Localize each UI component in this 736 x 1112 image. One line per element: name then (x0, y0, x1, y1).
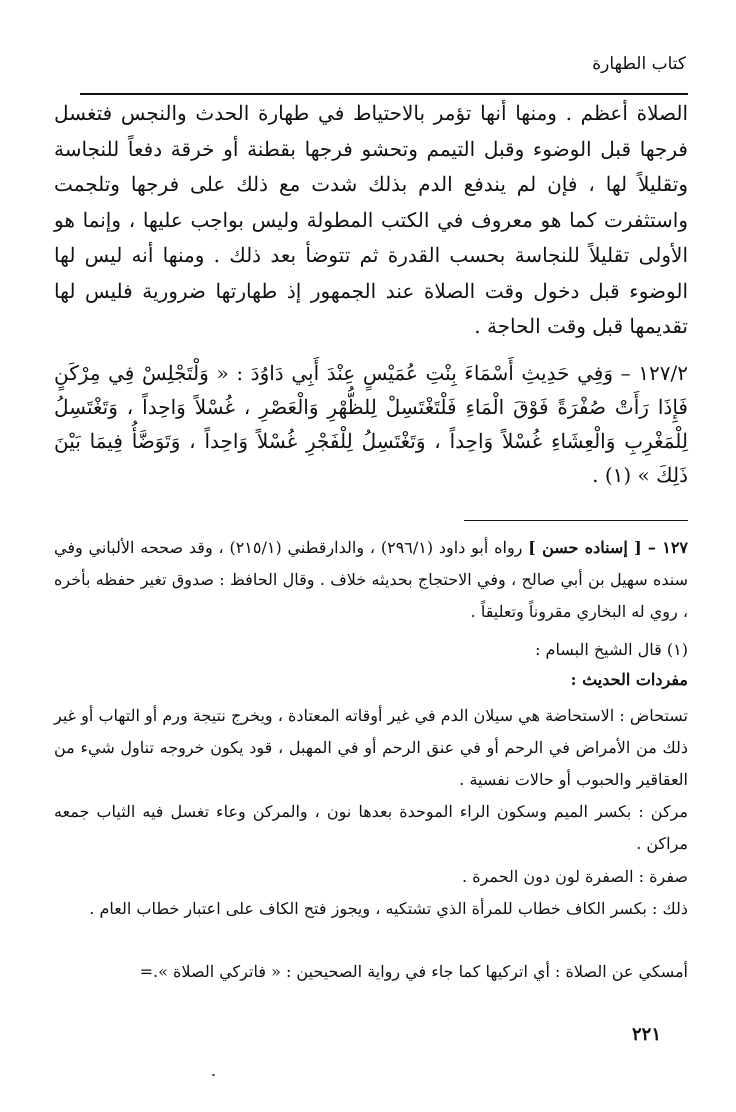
footnote-rule (464, 520, 688, 521)
print-speck (212, 1074, 215, 1076)
commentary-paragraph: الصلاة أعظم . ومنها أنها تؤمر بالاحتياط في طهارة الحدث والنجس فتغسل فرجها قبل الوضوء وقبل التيمم وتحشو فرجها بقطنة أو خرقة دفعاً للنجاسة وتقليلاً لها ، فإن لم يندفع الدم بذلك شدت مع ذلك على فرجها وتلجمت واستثفرت كما هو معروف في الكتب المطولة وليس بواجب عليها ، وإنما هو الأولى تقليلاً للنجاسة بحسب القدرة ثم تتوضأ بعد ذلك . ومنها أنه ليس لها الوضوء قبل دخول وقت الصلاة عند الجمهور إذ طهارتها ضرورية فليس لها تقديمها قبل وقت الحاجة . (54, 101, 688, 338)
running-header: كتاب الطهارة (592, 54, 686, 74)
vocab-markan: مركن : بكسر الميم وسكون الراء الموحدة بعدها نون ، والمركن وعاء تغسل فيه الثياب جمعه مراكن . (54, 802, 688, 853)
vocabulary-heading: مفردات الحديث : (570, 670, 688, 689)
vocab-dhalik: ذلك : بكسر الكاف خطاب للمرأة الذي تشتكيه ، ويجوز فتح الكاف على اعتبار خطاب العام . (89, 899, 688, 918)
hadith-text: ١٢٧/٢ – وَفِي حَدِيثِ أَسْمَاءَ بِنْتِ عُمَيْسٍ عِنْدَ أَبِي دَاوُدَ : « وَلْتَجْلِسْ فِي مِرْكَنٍ فَإِذَا رَأَتْ صُفْرَةً فَوْقَ الْمَاءِ فَلْتَغْتَسِلْ لِلظُّهْرِ وَالْعَصْرِ ، غُسْلاً وَاحِداً ، وَتَغْتَسِلُ لِلْمَغْرِبِ وَالْعِشَاءِ غُسْلاً وَاحِداً ، وَتَغْتَسِلُ لِلْفَجْرِ غُسْلاً وَاحِداً ، وَتَوَضَّأُ فِيمَا بَيْنَ ذَلِكَ » (١) . (54, 361, 689, 487)
page-number: ٢٢١ (631, 1024, 661, 1045)
footnote-source (54, 532, 688, 628)
header-rule (80, 93, 688, 95)
vocab-sufra: صفرة : الصفرة لون دون الحمرة . (462, 867, 688, 886)
footnote-sheikh: (١) قال الشيخ البسام : (535, 640, 688, 659)
vocab-istihada: تستحاض : الاستحاضة هي سيلان الدم في غير أوقاته المعتادة ، ويخرج نتيجة ورم أو التهاب أو غير ذلك من الأمراض في الرحم أو في عنق الرحم أو في المهبل ، قود يكون خروجه تناول شيء من العقاقير والحبوب أو حالات نفسية . (54, 706, 689, 789)
footnote-source-rest: رواه أبو داود (٢٩٦/١) ، والدارقطني (٢١٥/١) ، وقد صححه الألباني وفي سنده سهيل بن أبي صالح ، وفي الاحتجاج بحديثه خلاف . وقال الحافظ : صدوق تغير حفظه بأخره ، روي له البخاري مقروناً وتعليقاً . (54, 538, 688, 621)
footnote-source-lead: ١٢٧ – [ إسناده حسن ] (528, 538, 689, 557)
vocab-amsiki: أمسكي عن الصلاة : أي اتركيها كما جاء في رواية الصحيحين : « فاتركي الصلاة ».= (139, 962, 688, 981)
